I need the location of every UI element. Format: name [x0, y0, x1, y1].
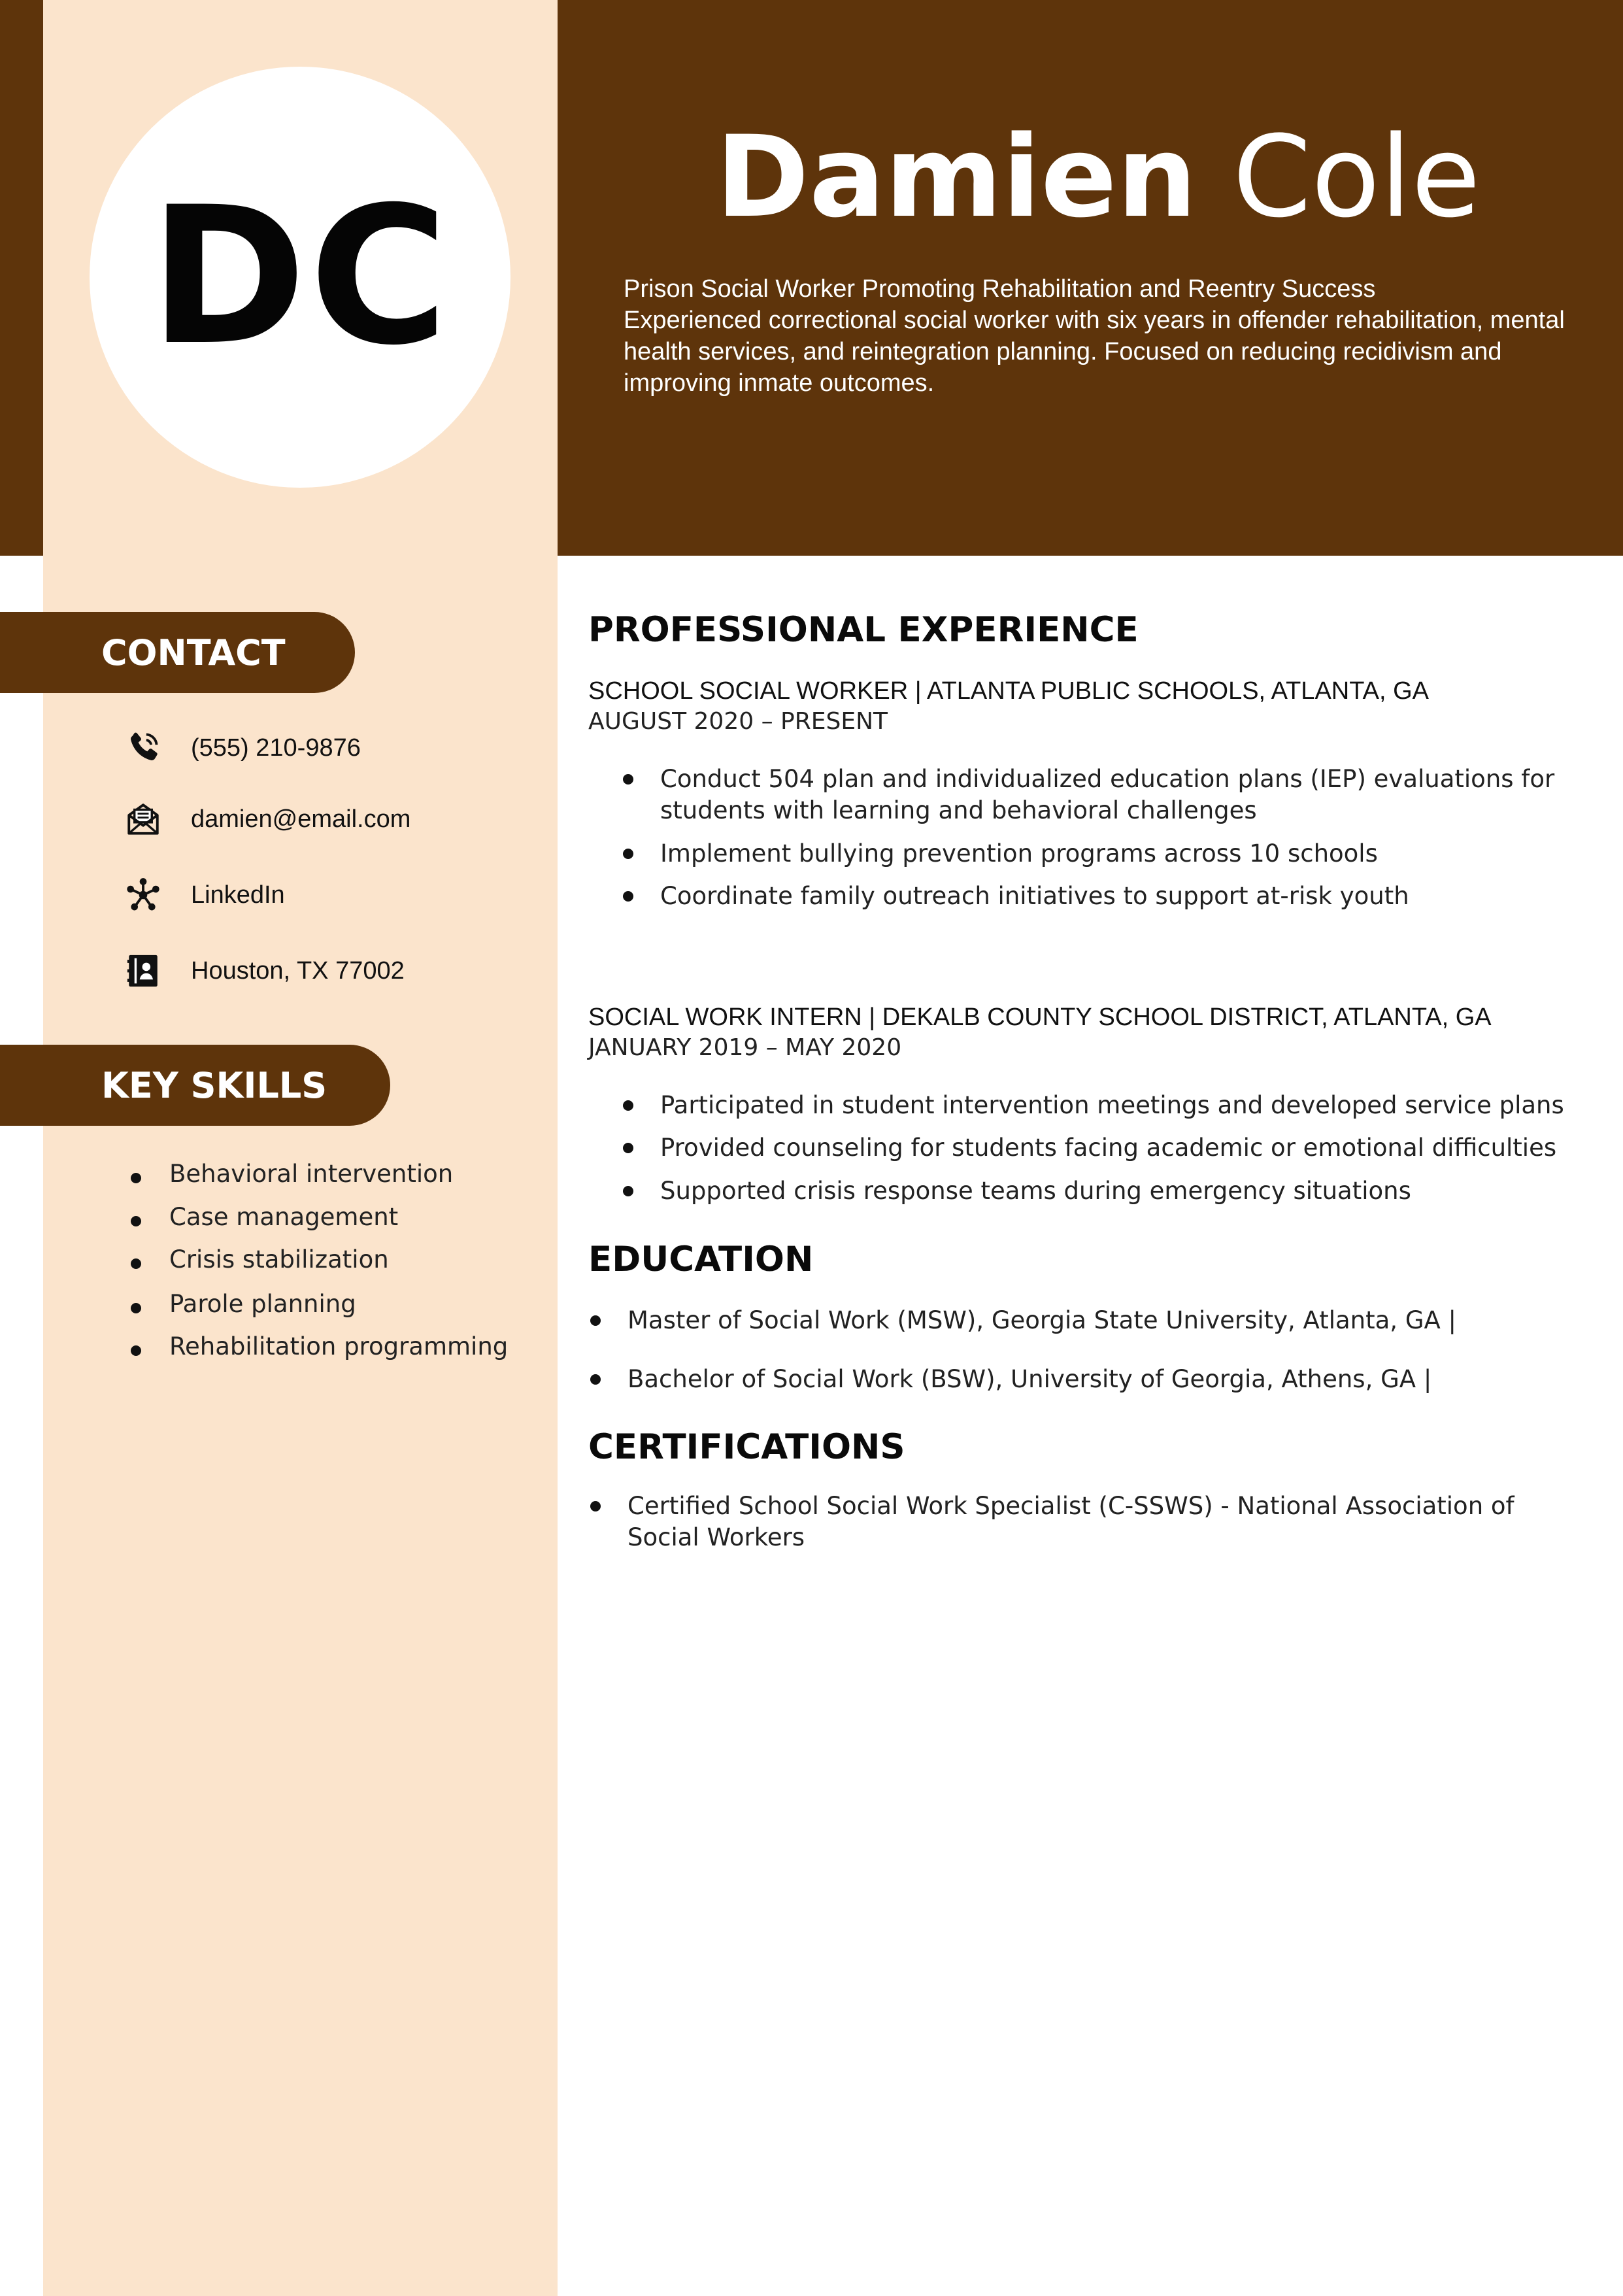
job-bullet-text: Supported crisis response teams during emergency situations	[660, 1177, 1411, 1205]
education-item	[627, 1305, 1556, 1336]
phone-number[interactable]: (555) 210-9876	[191, 734, 361, 762]
candidate-name	[588, 111, 1608, 243]
job-bullet-text: Implement bullying prevention programs across 10 schools	[660, 839, 1378, 868]
job-bullet-text: Conduct 504 plan and individualized education plans (IEP) evaluations for students with learning and behavioral challenges	[660, 765, 1555, 824]
location: Houston, TX 77002	[191, 956, 405, 985]
summary: Experienced correctional social worker with six years in offender rehabilitation, mental health services, and reintegration planning. Focused on reducing recidivism and improving inmate outcomes.	[624, 307, 1565, 397]
left-accent-strip	[0, 0, 43, 556]
skill-item	[131, 1332, 508, 1360]
job-bullet-text: Provided counseling for students facing academic or emotional difficulties	[660, 1134, 1557, 1162]
email-address[interactable]: damien@email.com	[191, 805, 411, 833]
certification-text: Certified School Social Work Specialist (C-SSWS) - National Association of Social Workers	[627, 1492, 1514, 1551]
job-bullet	[660, 1090, 1588, 1121]
monogram-initials: DC	[149, 167, 451, 387]
linkedin-link[interactable]: LinkedIn	[191, 881, 285, 909]
contact-heading-label: CONTACT	[101, 632, 286, 673]
job-dates: AUGUST 2020 – PRESENT	[588, 708, 888, 735]
last-name: Cole	[1232, 111, 1481, 243]
education-text: Bachelor of Social Work (BSW), University of Georgia, Athens, GA |	[627, 1365, 1432, 1393]
job-bullet	[660, 764, 1588, 826]
skill-item	[131, 1290, 356, 1318]
skill-item	[131, 1245, 389, 1274]
skill-text: Crisis stabilization	[169, 1245, 389, 1274]
certifications-heading: CERTIFICATIONS	[588, 1427, 905, 1467]
headline: Prison Social Worker Promoting Rehabilitation and Reentry Success	[624, 275, 1376, 303]
skill-text: Rehabilitation programming	[169, 1332, 509, 1360]
education-item	[627, 1364, 1556, 1395]
skill-item	[131, 1160, 453, 1188]
contact-email	[124, 796, 410, 842]
job-title: SCHOOL SOCIAL WORKER | ATLANTA PUBLIC SCHOOLS, ATLANTA, GA	[588, 677, 1429, 705]
skill-text: Case management	[169, 1203, 399, 1231]
contact-heading	[0, 612, 355, 693]
job-bullet	[660, 1175, 1588, 1207]
skill-text: Behavioral intervention	[169, 1160, 454, 1188]
key-skills-heading	[0, 1045, 390, 1126]
envelope-icon	[124, 800, 162, 838]
job-bullet-text: Participated in student intervention meetings and developed service plans	[660, 1091, 1564, 1119]
address-book-icon	[124, 952, 162, 990]
monogram-circle	[90, 67, 510, 488]
job-bullet	[660, 1132, 1588, 1164]
education-heading: EDUCATION	[588, 1240, 814, 1279]
skill-item	[131, 1203, 398, 1231]
network-icon	[124, 876, 162, 914]
job-bullet-text: Coordinate family outreach initiatives to support at-risk youth	[660, 882, 1409, 910]
education-text: Master of Social Work (MSW), Georgia State University, Atlanta, GA |	[627, 1306, 1457, 1334]
key-skills-heading-label: KEY SKILLS	[101, 1064, 327, 1106]
experience-heading: PROFESSIONAL EXPERIENCE	[588, 610, 1139, 650]
first-name: Damien	[716, 111, 1197, 243]
job-bullet	[660, 881, 1588, 912]
contact-linkedin	[124, 872, 285, 918]
certification-item	[627, 1491, 1543, 1553]
contact-location	[124, 948, 405, 994]
phone-icon	[124, 729, 162, 767]
job-title: SOCIAL WORK INTERN | DEKALB COUNTY SCHOOL DISTRICT, ATLANTA, GA	[588, 1004, 1492, 1031]
skill-text: Parole planning	[169, 1290, 356, 1318]
job-dates: JANUARY 2019 – MAY 2020	[588, 1034, 902, 1061]
job-bullet	[660, 838, 1588, 869]
contact-phone	[124, 725, 361, 771]
